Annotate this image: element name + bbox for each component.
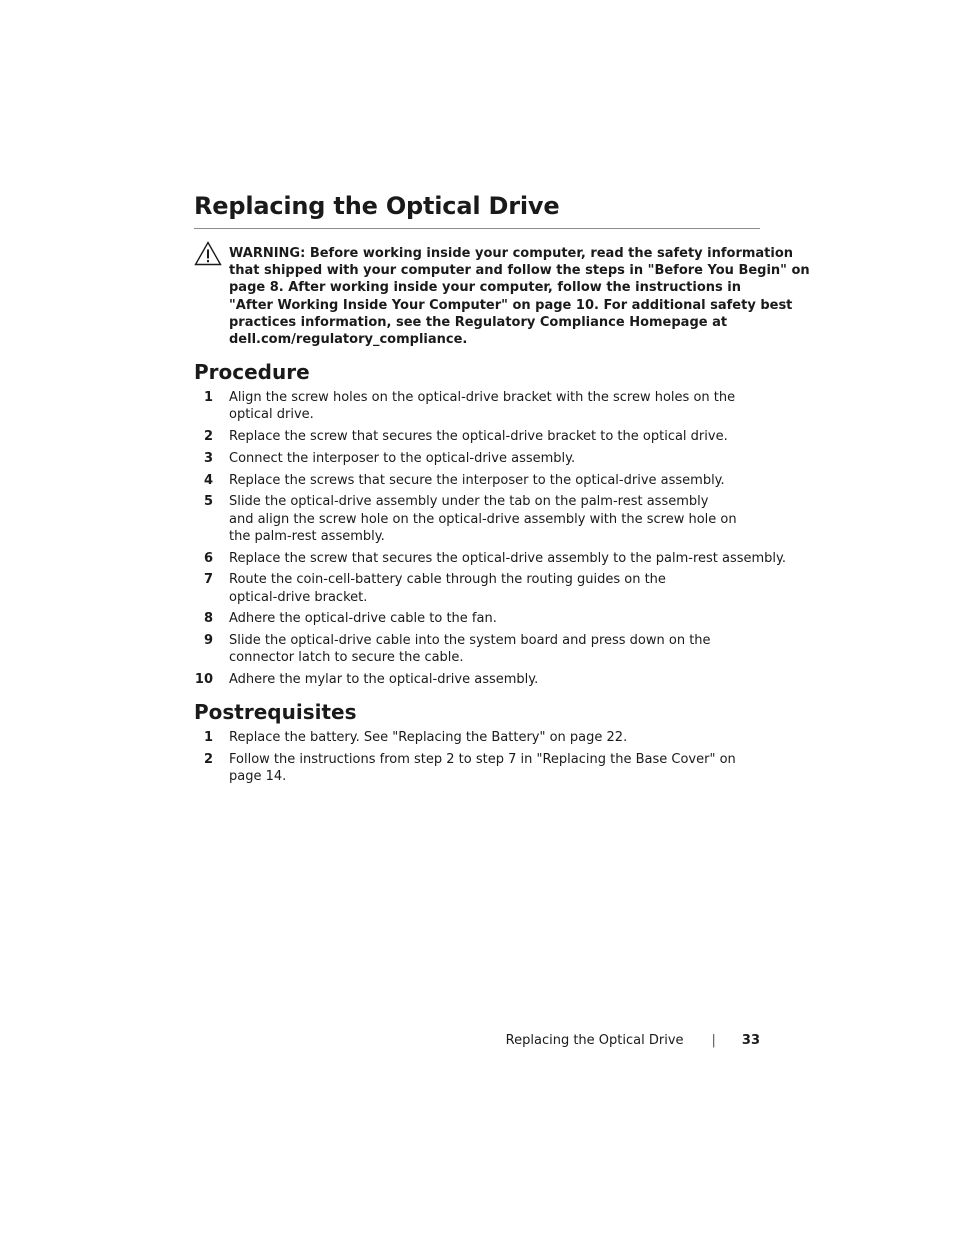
step-text-line: page 14.	[229, 769, 287, 784]
step-item	[194, 729, 764, 746]
step-text	[229, 751, 764, 785]
step-text-line: the palm-rest assembly.	[229, 528, 385, 544]
step-text	[229, 472, 764, 489]
warning-line: dell.com/regulatory_compliance.	[229, 332, 468, 348]
warning-line: WARNING: Before working inside your computer, read the safety information	[229, 246, 794, 261]
procedure-steps-list	[194, 389, 787, 693]
step-item	[194, 550, 787, 567]
step-text-line: Adhere the optical-drive cable to the fan.	[229, 611, 497, 627]
step-number: 6	[203, 550, 213, 566]
postrequisites-heading: Postrequisites	[194, 700, 357, 724]
step-number: 9	[203, 633, 213, 649]
step-number: 8	[203, 611, 213, 627]
warning-line: page 8. After working inside your computer, follow the instructions in	[229, 280, 741, 296]
warning-triangle-icon	[194, 241, 222, 266]
step-text	[229, 428, 764, 445]
step-number: 5	[203, 494, 213, 510]
step-number: 1	[203, 390, 213, 405]
step-text-line: Align the screw holes on the optical-drive bracket with the screw holes on the	[229, 390, 736, 405]
title-underline	[194, 228, 760, 229]
step-text-line: Slide the optical-drive cable into the system board and press down on the	[229, 633, 711, 649]
step-text-line: optical drive.	[229, 407, 314, 423]
step-text	[229, 550, 787, 567]
step-text-line: Connect the interposer to the optical-drive assembly.	[229, 450, 576, 466]
step-text	[229, 610, 764, 627]
step-item	[194, 571, 764, 605]
page-title: Replacing the Optical Drive	[194, 192, 560, 220]
procedure-heading: Procedure	[194, 360, 310, 384]
step-number: 1	[203, 730, 213, 745]
warning-text	[229, 245, 810, 348]
page-footer	[460, 1031, 760, 1051]
step-text-line: Replace the screw that secures the optical-drive bracket to the optical drive.	[229, 429, 728, 444]
step-text-line: Adhere the mylar to the optical-drive assembly.	[229, 672, 539, 688]
step-number: 2	[203, 429, 213, 444]
step-item	[194, 751, 764, 785]
step-item	[194, 389, 764, 423]
step-text-line: Route the coin-cell-battery cable through the routing guides on the	[229, 572, 666, 588]
step-item	[194, 493, 764, 545]
step-text-line: Follow the instructions from step 2 to step 7 in "Replacing the Base Cover" on	[229, 751, 736, 767]
step-number: 4	[203, 472, 213, 488]
postrequisites-steps-list	[194, 729, 764, 790]
step-text	[229, 632, 764, 666]
step-text	[229, 493, 764, 545]
step-number: 3	[203, 450, 213, 466]
page-number: 33	[741, 1033, 760, 1048]
step-text-line: Slide the optical-drive assembly under the tab on the palm-rest assembly	[229, 494, 709, 510]
warning-line: that shipped with your computer and follow the steps in "Before You Begin" on	[229, 263, 810, 279]
step-text-line: optical-drive bracket.	[229, 589, 368, 605]
step-text	[229, 389, 764, 423]
step-text-line: Replace the battery. See "Replacing the Battery" on page 22.	[229, 730, 628, 745]
footer-section-title: Replacing the Optical Drive	[505, 1033, 684, 1048]
step-text	[229, 671, 764, 688]
warning-line: "After Working Inside Your Computer" on page 10. For additional safety best	[229, 297, 793, 313]
step-number: 7	[203, 572, 213, 588]
step-number: 2	[203, 751, 213, 767]
step-item	[194, 632, 764, 666]
footer-separator: |	[711, 1033, 716, 1048]
step-text	[229, 729, 764, 746]
step-text-line: and align the screw hole on the optical-drive assembly with the screw hole on	[229, 511, 737, 527]
step-text-line: connector latch to secure the cable.	[229, 650, 464, 666]
step-item	[194, 450, 764, 467]
step-item	[194, 428, 764, 445]
warning-line: practices information, see the Regulatory Compliance Homepage at	[229, 314, 728, 330]
step-text-line: Replace the screws that secure the interposer to the optical-drive assembly.	[229, 472, 725, 488]
step-item	[194, 472, 764, 489]
step-text	[229, 450, 764, 467]
step-text	[229, 571, 764, 605]
step-item	[194, 610, 764, 627]
step-item	[194, 671, 764, 688]
step-number: 10	[194, 672, 213, 688]
step-text-line: Replace the screw that secures the optical-drive assembly to the palm-rest assembly.	[229, 550, 787, 566]
